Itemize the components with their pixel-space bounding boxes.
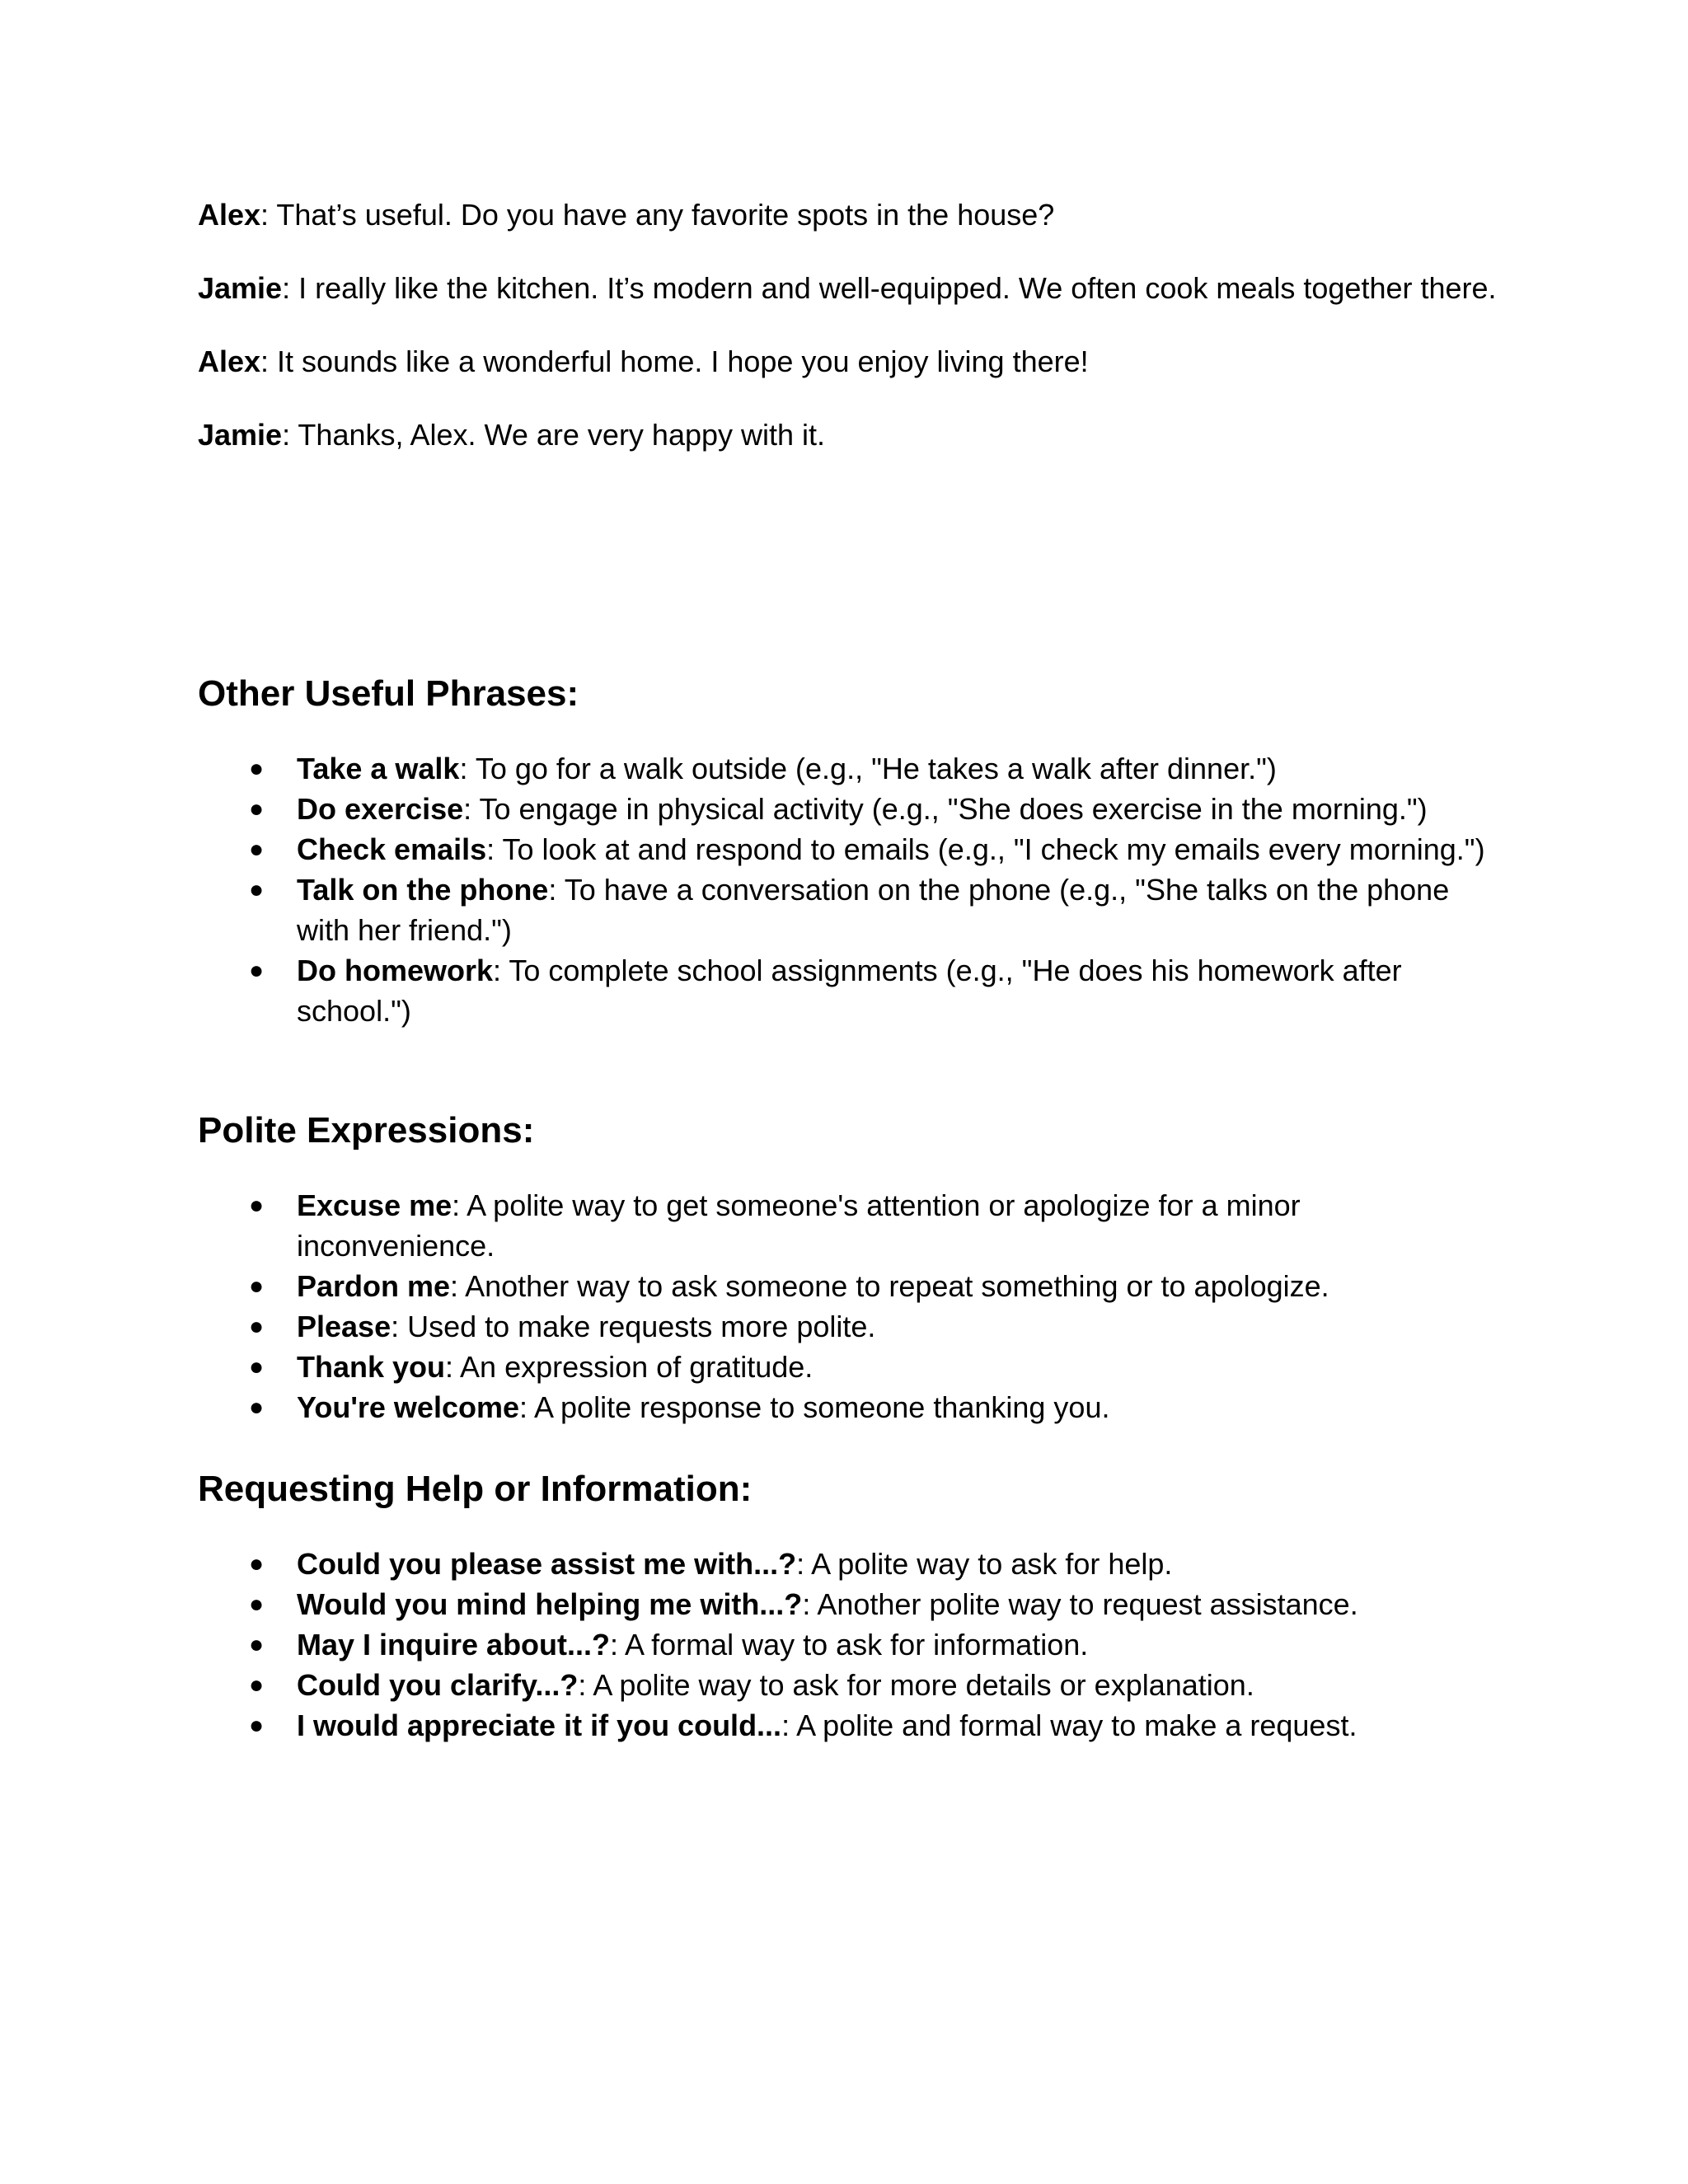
phrase-list [198,748,1500,1031]
dialogue-line [198,268,1500,308]
phrase-list [198,1544,1500,1746]
section-heading: Requesting Help or Information: [198,1469,753,1509]
speaker-name: Alex [198,198,261,232]
phrase-definition: : Another way to ask someone to repeat something or to apologize. [450,1269,1329,1303]
phrase-definition: : Used to make requests more polite. [391,1310,876,1343]
section-other-useful-phrases [198,672,1500,1031]
phrase-definition: : To engage in physical activity (e.g., "She does exercise in the morning.") [463,792,1428,826]
phrase-term: Do homework [297,954,494,987]
bullet-icon: ● [249,1550,265,1577]
phrase-term: May I inquire about...? [297,1628,611,1661]
phrase-term: Would you mind helping me with...? [297,1587,803,1621]
list-item [198,829,1500,869]
list-item [198,1624,1500,1665]
phrase-definition: : To complete school assignments (e.g., "He does his homework after school.") [297,954,1402,1028]
section-polite-expressions [198,1108,1500,1427]
phrase-term: Check emails [297,832,487,866]
phrase-definition: : A polite and formal way to make a request. [781,1708,1357,1742]
phrase-definition: : A formal way to ask for information. [610,1628,1089,1661]
section-requesting-help [198,1467,1500,1746]
speaker-name: Jamie [198,271,283,305]
phrase-definition: : To have a conversation on the phone (e.g., "She talks on the phone with her friend.") [297,873,1450,947]
dialogue-line [198,415,1500,455]
phrase-term: I would appreciate it if you could... [297,1708,782,1742]
section-heading: Polite Expressions: [198,1110,535,1151]
list-item [198,1584,1500,1624]
dialogue-text: : That’s useful. Do you have any favorite spots in the house? [260,198,1055,232]
dialogue [198,194,1500,488]
list-item [198,1266,1500,1306]
phrase-definition: : To go for a walk outside (e.g., "He takes a walk after dinner.") [459,752,1277,785]
phrase-term: Talk on the phone [297,873,549,907]
speaker-name: Alex [198,344,261,378]
phrase-term: Do exercise [297,792,464,826]
bullet-icon: ● [249,957,265,984]
bullet-icon: ● [249,795,265,823]
list-item [198,1387,1500,1427]
phrase-definition: : A polite way to ask for help. [796,1547,1173,1581]
phrase-definition: : To look at and respond to emails (e.g., "I check my emails every morning.") [486,832,1485,866]
dialogue-text: : It sounds like a wonderful home. I hope you enjoy living there! [260,344,1089,378]
phrase-term: You're welcome [297,1390,519,1424]
list-item [198,1705,1500,1746]
bullet-icon: ● [249,1313,265,1340]
bullet-icon: ● [249,836,265,863]
speaker-name: Jamie [198,418,283,452]
bullet-icon: ● [249,1394,265,1421]
list-item [198,1544,1500,1584]
phrase-term: Could you clarify...? [297,1668,579,1702]
phrase-term: Excuse me [297,1188,452,1222]
list-item [198,1306,1500,1347]
phrase-definition: : Another polite way to request assistance. [802,1587,1358,1621]
bullet-icon: ● [249,1631,265,1658]
bullet-icon: ● [249,1353,265,1380]
list-item [198,789,1500,829]
phrase-definition: : An expression of gratitude. [445,1350,814,1384]
section-heading: Other Useful Phrases: [198,673,579,714]
list-item [198,748,1500,789]
phrase-definition: : A polite response to someone thanking you. [518,1390,1110,1424]
phrase-term: Please [297,1310,392,1343]
bullet-icon: ● [249,876,265,903]
bullet-icon: ● [249,1591,265,1618]
phrase-term: Take a walk [297,752,460,785]
bullet-icon: ● [249,1712,265,1739]
bullet-icon: ● [249,755,265,782]
dialogue-text: : Thanks, Alex. We are very happy with it. [282,418,826,452]
phrase-definition: : A polite way to get someone's attention or apologize for a minor inconvenience. [297,1188,1301,1263]
list-item [198,1665,1500,1705]
phrase-definition: : A polite way to ask for more details or explanation. [578,1668,1254,1702]
bullet-icon: ● [249,1192,265,1219]
phrase-list [198,1185,1500,1427]
phrase-term: Could you please assist me with...? [297,1547,797,1581]
bullet-icon: ● [249,1671,265,1699]
dialogue-line [198,194,1500,235]
list-item [198,1347,1500,1387]
list-item [198,950,1500,1031]
list-item [198,1185,1500,1266]
phrase-term: Pardon me [297,1269,451,1303]
dialogue-text: : I really like the kitchen. It’s modern and well-equipped. We often cook meals together there. [282,271,1497,305]
bullet-icon: ● [249,1272,265,1300]
list-item [198,869,1500,950]
dialogue-line [198,341,1500,382]
phrase-term: Thank you [297,1350,446,1384]
